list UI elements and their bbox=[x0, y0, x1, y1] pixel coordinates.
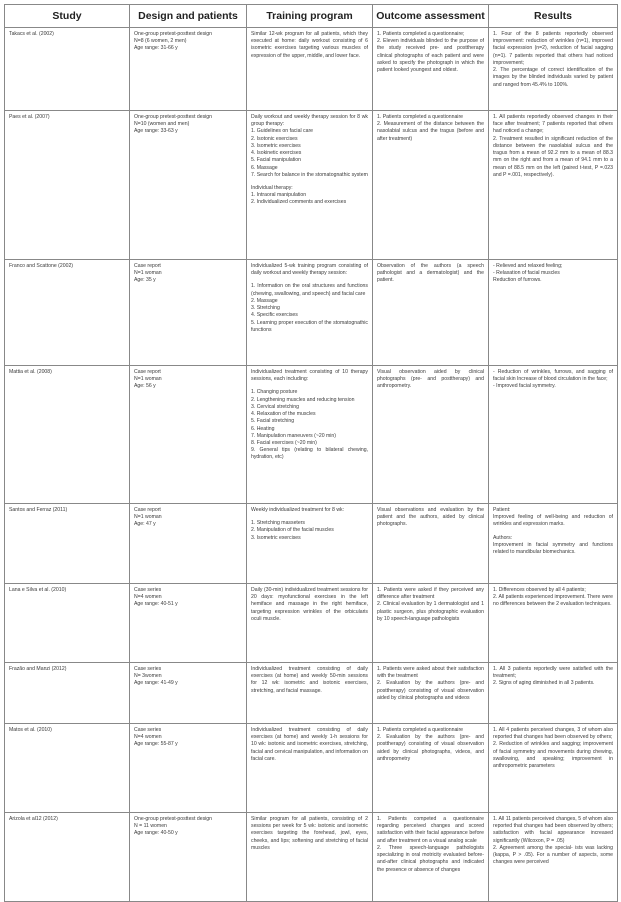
cell-results bbox=[489, 366, 618, 504]
study-name: Takacs et al. (2002) bbox=[9, 31, 54, 37]
program-line: 3. Stretching bbox=[251, 305, 280, 312]
design-line: One-group pretest-posttest design bbox=[134, 816, 213, 822]
design-line: N=1 woman bbox=[134, 514, 162, 521]
header-row bbox=[5, 5, 618, 28]
table-body bbox=[5, 28, 618, 902]
cell-program bbox=[247, 724, 373, 813]
program-line: 4. Specific exercises bbox=[251, 312, 298, 319]
cell-outcome bbox=[373, 260, 489, 366]
design-line: Age range: 40-51 y bbox=[134, 601, 178, 608]
outcome-line: Visual observations and evaluation by the patient and the authors, aided by clinical photographs. bbox=[377, 507, 484, 528]
table-row bbox=[5, 366, 618, 504]
cell-outcome bbox=[373, 28, 489, 111]
program-line: Individualized treatment consisting of daily exercises (at home) and weekly 1-h sessions for 10 wk: isotonic and isometric exercises, stretching, facial and cervical manipulation, and information on facial care. bbox=[251, 727, 368, 762]
cell-design bbox=[130, 584, 247, 663]
cell-outcome bbox=[373, 584, 489, 663]
cell-program bbox=[247, 813, 373, 902]
cell-outcome bbox=[373, 813, 489, 902]
study-name: Lana e Silva et al. (2010) bbox=[9, 587, 67, 593]
cell-program bbox=[247, 504, 373, 584]
design-line: N=1 woman bbox=[134, 270, 162, 277]
cell-outcome bbox=[373, 111, 489, 260]
program-line: 8. Facial exercises (~20 min) bbox=[251, 439, 317, 446]
cell-outcome bbox=[373, 724, 489, 813]
study-name: Arizola et al12 (2012) bbox=[9, 816, 58, 822]
cell-design bbox=[130, 813, 247, 902]
table-row bbox=[5, 663, 618, 724]
results-line: Patient: bbox=[493, 507, 511, 513]
cell-program bbox=[247, 366, 373, 504]
cell-outcome bbox=[373, 366, 489, 504]
outcome-line: Visual observation aided by clinical photographs (pre- and posttherapy) and anthropometry. bbox=[377, 369, 484, 390]
study-name: Santos and Ferraz (2011) bbox=[9, 507, 68, 513]
cell-program bbox=[247, 584, 373, 663]
program-line: Weekly individualized treatment for 8 wk: bbox=[251, 507, 345, 513]
outcome-line: 2. Measurement of the distance between the nasolabial sulcus and the tragus (before and after treatment) bbox=[377, 121, 484, 142]
design-line: N=4 women bbox=[134, 734, 162, 741]
program-line: Individualized treatment consisting of daily exercises (at home) and weekly 50-min sessions for 12 wk: isometric and isotonic exercises, stretching, and facial massage. bbox=[251, 666, 368, 694]
table-row bbox=[5, 111, 618, 260]
program-line: Similar 12-wk program for all patients, which they executed at home: daily workout consisting of 6 isometric exercises targeting various muscles of expression of the upper, middle, and lower face. bbox=[251, 31, 368, 59]
results-line: Reduction of furrows. bbox=[493, 277, 542, 284]
cell-design bbox=[130, 724, 247, 813]
cell-results bbox=[489, 111, 618, 260]
program-line: 1. Intraoral manipulation bbox=[251, 192, 307, 199]
design-line: Age range: 41-49 y bbox=[134, 680, 178, 687]
outcome-line: 1. Patients completed a questionnaire; bbox=[377, 31, 465, 37]
cell-results bbox=[489, 724, 618, 813]
results-line: Improvement in facial symmetry and functions related to mandibular biomechanics. bbox=[493, 541, 613, 556]
cell-program bbox=[247, 28, 373, 111]
results-line: 1. Differences observed by all 4 patients; bbox=[493, 587, 586, 593]
results-line: 1. All 3 patients reportedly were satisfied with the treatment; bbox=[493, 666, 613, 680]
cell-study bbox=[5, 260, 130, 366]
program-line: 5. Learning proper execution of the stomatognathic functions bbox=[251, 319, 368, 333]
header-program: Training program bbox=[247, 5, 373, 28]
program-line: 5. Facial stretching bbox=[251, 418, 295, 425]
design-line: Age range: 33-63 y bbox=[134, 128, 178, 135]
outcome-line: 2. Three speech-language pathologists specializing in oral motricity evaluated before- and-after clinical photographs and indicated the presence or absence of changes bbox=[377, 844, 484, 873]
design-line: Age range: 40-50 y bbox=[134, 830, 178, 837]
table-row bbox=[5, 813, 618, 902]
cell-program bbox=[247, 260, 373, 366]
cell-design bbox=[130, 366, 247, 504]
table-row bbox=[5, 260, 618, 366]
table-row bbox=[5, 584, 618, 663]
design-line: One-group pretest-posttest design bbox=[134, 31, 213, 37]
review-table bbox=[4, 4, 618, 902]
results-line: - Reduction of wrinkles, furrows, and sagging of facial skin Increase of blood circulation in the face; bbox=[493, 369, 613, 383]
cell-design bbox=[130, 663, 247, 724]
results-line: 2. Agreement among the special- ists was lacking (kappa, P > .05). For a number of aspects, some changes were perceived bbox=[493, 844, 613, 866]
outcome-line: 2. Eleven individuals blinded to the purpose of the study received pre- and posttherapy clinical photographs of each patient and were asked to specify the photograph in which the patient looked youngest and oldest. bbox=[377, 38, 484, 74]
program-line: 2. Individualized comments and exercises bbox=[251, 199, 347, 206]
table-row bbox=[5, 28, 618, 111]
table-row bbox=[5, 724, 618, 813]
header-results: Results bbox=[489, 5, 618, 28]
program-line: 1. Information on the oral structures and functions (chewing, swallowing, and speech) and facial care bbox=[251, 283, 368, 297]
results-line: 1. Four of the 8 patients reportedly observed improvement: reduction of wrinkles (n=1), improved facial expression (n=2), reduction of facial sagging (n=1). 7 patients reported that others had noticed improvement; bbox=[493, 31, 613, 66]
cell-study bbox=[5, 111, 130, 260]
design-line: N=4 women bbox=[134, 594, 162, 601]
program-line: 2. Isotonic exercises bbox=[251, 135, 298, 142]
cell-study bbox=[5, 724, 130, 813]
program-line: 7. Manipulation maneuvers (~20 min) bbox=[251, 432, 337, 439]
cell-study bbox=[5, 366, 130, 504]
cell-outcome bbox=[373, 663, 489, 724]
design-line: Case series bbox=[134, 587, 162, 593]
design-line: Age: 35 y bbox=[134, 277, 156, 284]
program-line: 6. Massage bbox=[251, 164, 278, 171]
table-row bbox=[5, 504, 618, 584]
design-line: Age range: 31-66 y bbox=[134, 45, 178, 52]
design-line: Age range: 55-87 y bbox=[134, 741, 178, 748]
results-line: Authors: bbox=[493, 534, 513, 541]
design-line: N=8 (6 women, 2 men) bbox=[134, 38, 187, 45]
cell-design bbox=[130, 260, 247, 366]
program-line: Individualized 5-wk training program consisting of daily workout and weekly therapy session: bbox=[251, 263, 368, 277]
header-outcome: Outcome assessment bbox=[373, 5, 489, 28]
outcome-line: 1. Patients were asked about their satisfaction with the treatment bbox=[377, 666, 484, 680]
cell-program bbox=[247, 663, 373, 724]
program-line: 6. Heating bbox=[251, 425, 275, 432]
program-line: 1. Changing posture bbox=[251, 389, 298, 396]
program-line: 3. Isometric exercises bbox=[251, 142, 301, 149]
study-name: Matos et al. (2010) bbox=[9, 727, 52, 733]
cell-results bbox=[489, 584, 618, 663]
cell-study bbox=[5, 504, 130, 584]
program-line: 5. Facial manipulation bbox=[251, 157, 302, 164]
program-line: Daily workout and weekly therapy session for 8 wk group therapy: bbox=[251, 114, 368, 128]
outcome-line: 1. Patients completed a questionnaire bbox=[377, 727, 464, 733]
design-line: N=10 (women and men) bbox=[134, 121, 190, 128]
cell-design bbox=[130, 504, 247, 584]
results-line: 1. All 4 patients perceived changes, 3 of whom also reported that changes had been observed by others; bbox=[493, 727, 613, 741]
design-line: N = 11 women bbox=[134, 823, 167, 830]
design-line: Case report bbox=[134, 263, 161, 269]
cell-results bbox=[489, 504, 618, 584]
design-line: N=1 woman bbox=[134, 376, 162, 383]
cell-results bbox=[489, 813, 618, 902]
study-name: Paes et al. (2007) bbox=[9, 114, 50, 120]
results-line: 2. Treatment resulted in significant reduction of the distance between the nasolabial sulcus and the tragus from a mean of 92.2 mm to a mean of 88.3 mm on the right and from a mean of 94.1 mm to a mean of 88.5 mm on the left (paired t-test, P =.023 and P =.001, respectively). bbox=[493, 135, 613, 178]
review-table-container bbox=[4, 4, 617, 902]
study-name: Frazão and Manzi (2012) bbox=[9, 666, 67, 672]
outcome-line: 2. Clinical evaluation by 1 dermatologist and 1 plastic surgeon, plus photographic evaluation by 10 speech-language pathologists bbox=[377, 601, 484, 622]
design-line: Age: 56 y bbox=[134, 383, 156, 390]
header-design: Design and patients bbox=[130, 5, 247, 28]
program-line: 9. General tips (relating to bilateral chewing, hydration, etc) bbox=[251, 447, 368, 461]
program-line: 1. Guidelines on facial care bbox=[251, 128, 314, 135]
results-line: - Improved facial symmetry. bbox=[493, 383, 556, 390]
outcome-line: 2. Evaluation by the authors (pre- and posttherapy) consisting of visual observation aided by clinical photographs and videos bbox=[377, 680, 484, 701]
program-line: 4. Relaxation of the muscles bbox=[251, 411, 316, 418]
results-line: 2. Signs of aging diminished in all 3 patients. bbox=[493, 680, 595, 687]
outcome-line: 2. Evaluation by the authors (pre- and posttherapy) consisting of visual observation aided by clinical photographs, videos, and anthropometry bbox=[377, 734, 484, 762]
cell-study bbox=[5, 584, 130, 663]
design-line: Age: 47 y bbox=[134, 521, 156, 528]
program-line: Individualized treatment consisting of 10 therapy sessions, each including: bbox=[251, 369, 368, 383]
outcome-line: 1. Patients competed a questionnaire regarding perceived changes and scored satisfaction with their facial appearance before and after treatment on a visual analog scale bbox=[377, 816, 484, 844]
program-line: 1. Stretching masseters bbox=[251, 520, 305, 527]
results-line: 1. All 11 patients perceived changes, 5 of whom also reported that changes had been observed by others; satisfaction with facial appearance increased significantly (Wilcoxon, P = .05) bbox=[493, 816, 613, 844]
cell-design bbox=[130, 111, 247, 260]
design-line: Case report bbox=[134, 369, 161, 375]
header-study: Study bbox=[5, 5, 130, 28]
cell-outcome bbox=[373, 504, 489, 584]
results-line: - Relieved and relaxed feeling; bbox=[493, 263, 563, 269]
outcome-line: 1. Patients were asked if they perceived any difference after treatment bbox=[377, 587, 484, 601]
program-line: 4. Isokinetic exercises bbox=[251, 150, 302, 157]
cell-design bbox=[130, 28, 247, 111]
program-line: 3. Isometric exercises bbox=[251, 534, 301, 541]
cell-study bbox=[5, 813, 130, 902]
cell-results bbox=[489, 260, 618, 366]
design-line: Case series bbox=[134, 727, 162, 733]
cell-study bbox=[5, 28, 130, 111]
program-line: 2. Lengthening muscles and reducing tension bbox=[251, 396, 355, 403]
cell-results bbox=[489, 663, 618, 724]
results-line: 1. All patients reportedly observed changes in their face after treatment; 7 patients reported that others had noticed a change; bbox=[493, 114, 613, 135]
design-line: One-group pretest-posttest design bbox=[134, 114, 213, 120]
outcome-line: 1. Patients completed a questionnaire bbox=[377, 114, 464, 120]
cell-results bbox=[489, 28, 618, 111]
results-line: 2. The percentage of correct identification of the images by the blinded individuals varied by patient and ranged from 45.4% to 100%. bbox=[493, 67, 613, 88]
program-line: 2. Manipulation of the facial muscles bbox=[251, 527, 334, 534]
design-line: Case series bbox=[134, 666, 162, 672]
study-name: Franco and Scattone (2002) bbox=[9, 263, 74, 269]
program-line: 3. Cervical stretching bbox=[251, 403, 299, 410]
design-line: Case report bbox=[134, 507, 161, 513]
program-line: Similar program for all patients, consisting of 2 sessions per week for 5 wk: isotonic and isometric exercises targeting the forehead, jowl, eyes, cheeks, and lips; softening and stretching of facial muscles bbox=[251, 816, 368, 851]
program-line: 2. Massage bbox=[251, 297, 278, 304]
cell-study bbox=[5, 663, 130, 724]
results-line: Improved feeling of well-being and reduction of wrinkles and expression marks. bbox=[493, 514, 613, 528]
results-line: 2. All patients experienced improvement. There were no differences between the 2 evaluation techniques. bbox=[493, 594, 613, 608]
outcome-line: Observation of the authors (a speech pathologist and a dermatologist) and the patient. bbox=[377, 263, 484, 284]
program-line: Individual therapy: bbox=[251, 184, 293, 191]
results-line: - Relaxation of facial muscles bbox=[493, 270, 560, 277]
design-line: N= 3women bbox=[134, 673, 162, 680]
program-line: 7. Search for balance in the stomatognathic system bbox=[251, 171, 368, 178]
results-line: 2. Reduction of wrinkles and sagging; improvement of facial symmetry and movements during chewing, swallowing, and speaking; improvement in anthropometric parameters bbox=[493, 741, 613, 770]
cell-program bbox=[247, 111, 373, 260]
program-line: Daily (30-min) individualized treatment sessions for 20 days: myofunctional exercises in the left hemiface and massage in the right hemiface, targeting expression wrinkles of the orbicularis oculi muscle. bbox=[251, 587, 368, 622]
study-name: Mattia et al. (2008) bbox=[9, 369, 52, 375]
